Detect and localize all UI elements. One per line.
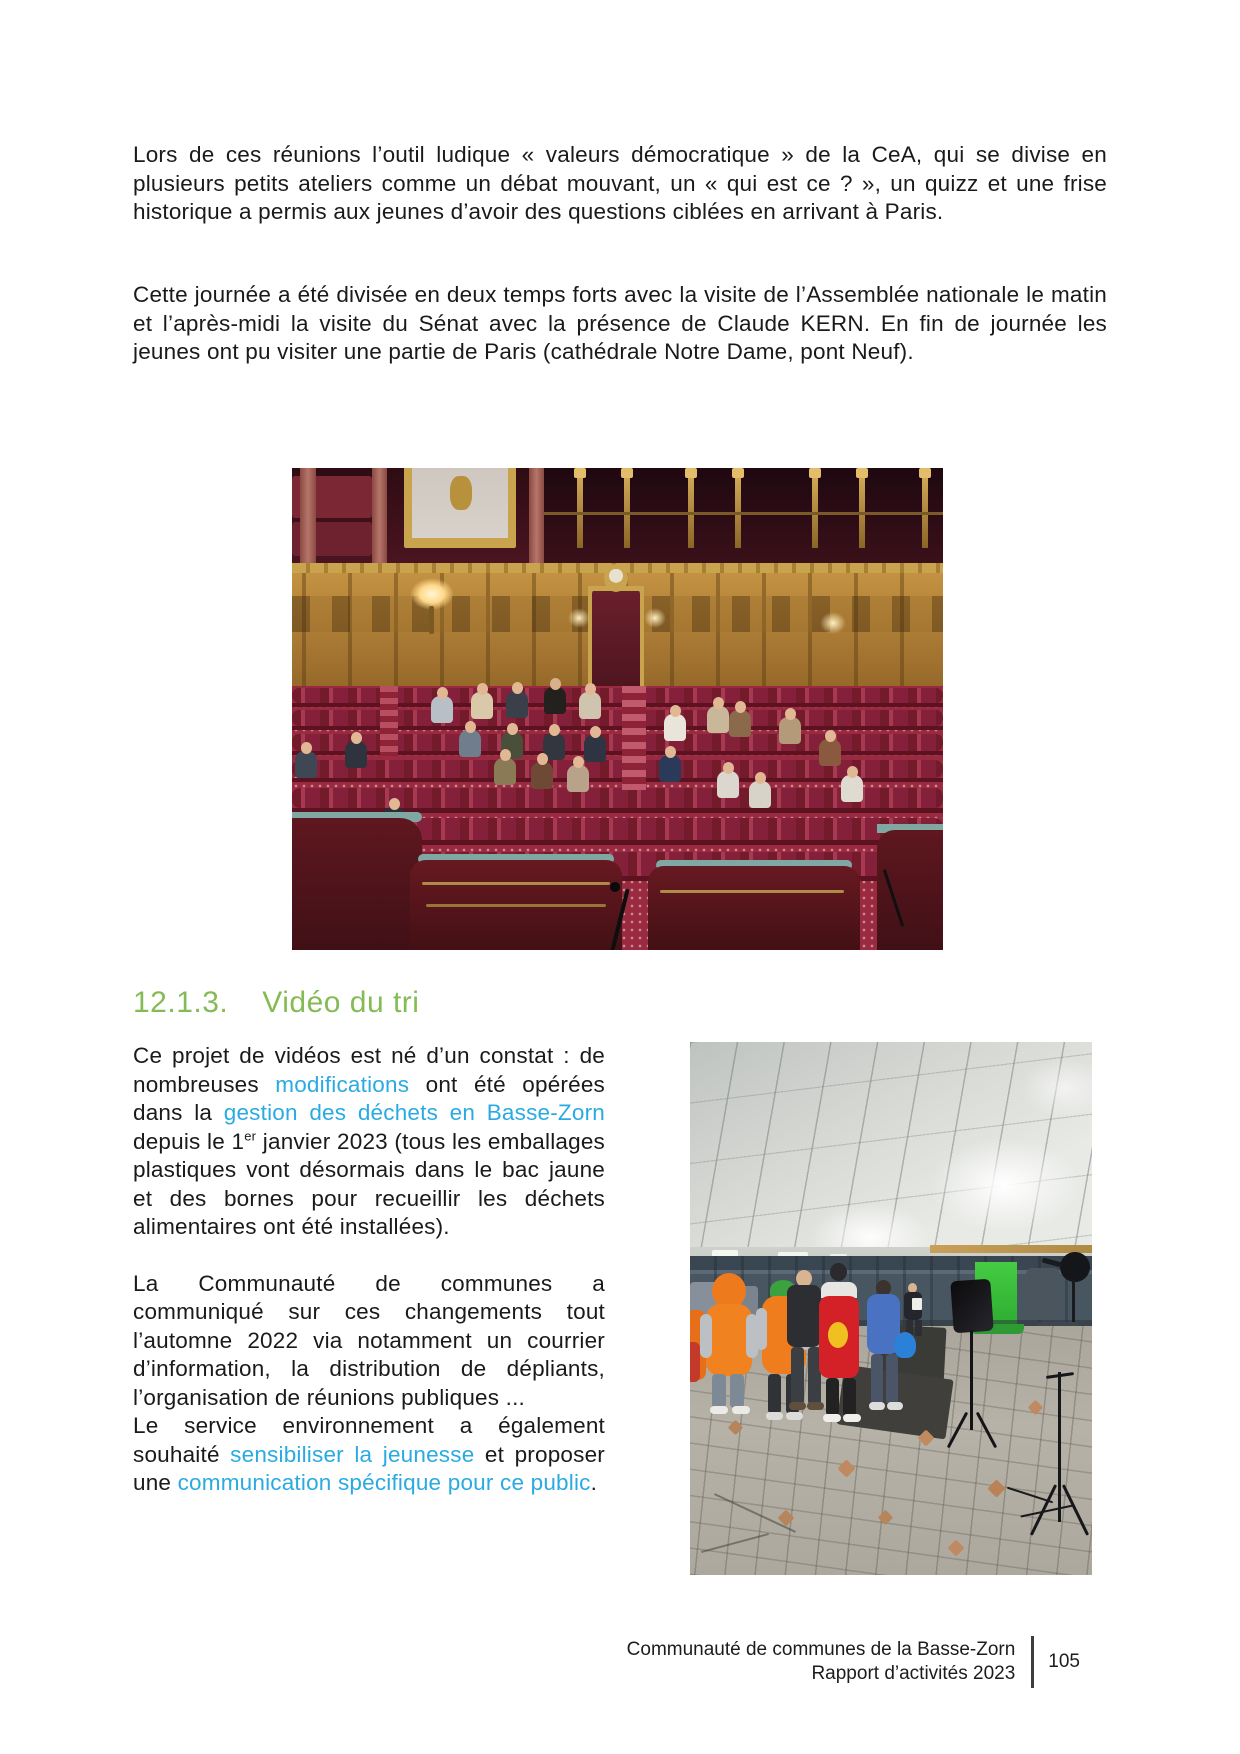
section-title: Vidéo du tri — [262, 986, 420, 1019]
footer-text — [627, 1638, 1016, 1686]
superscript-er: er — [244, 1128, 257, 1143]
senate-chamber-photo — [292, 468, 943, 950]
page-footer — [627, 1636, 1080, 1688]
footer-page-number: 105 — [1048, 1651, 1080, 1672]
highlight-gestion-dechets: gestion des déchets en Basse-Zorn — [223, 1100, 605, 1125]
two-column-section — [133, 1042, 1092, 1575]
section-paragraph-1: Ce projet de vidéos est né d’un constat : de nombreuses modifications ont été opérées dans la gestion des déchets en Basse-Zorn depuis le 1er janvier 2023 (tous les emballages plastiques vont désormais dans le bac jaune et des bornes pour recueillir les déchets alimentaires ont été installées). — [133, 1043, 605, 1239]
highlight-modifications: modifications — [275, 1071, 410, 1097]
intro-paragraph-1: Lors de ces réunions l’outil ludique « valeurs démocratique » de la CeA, qui se divise en plusieurs petits ateliers comme un débat mouvant, un « qui est ce ? », un quizz et une frise historique a permis aux jeunes d’avoir des questions ciblées en arrivant à Paris. — [133, 142, 1107, 224]
footer-org: Communauté de communes de la Basse-Zorn — [626, 1639, 1016, 1660]
footer-report: Rapport d’activités 2023 — [811, 1663, 1016, 1684]
green-screen-studio-photo — [690, 1042, 1092, 1575]
section-text-column — [133, 1042, 605, 1498]
section-heading — [133, 986, 419, 1020]
highlight-communication: communication spécifique pour ce public — [177, 1470, 591, 1495]
footer-divider — [1031, 1636, 1034, 1688]
section-number: 12.1.3. — [133, 986, 229, 1019]
section-paragraph-2: La Communauté de communes a communiqué sur ces changements tout l’automne 2022 via notamment un courrier d’information, la distribution de dépliants, l’organisation de réunions publiques ... Le service environnement a également souhaité sensibiliser la jeunesse et proposer une communication spécifique pour ce public. — [133, 1270, 605, 1495]
intro-paragraph-2: Cette journée a été divisée en deux temps forts avec la visite de l’Assemblée nationale le matin et l’après-midi la visite du Sénat avec la présence de Claude KERN. En fin de journée les jeunes ont pu visiter une partie de Paris (cathédrale Notre Dame, pont Neuf). — [133, 282, 1107, 364]
highlight-sensibiliser: sensibiliser la jeunesse — [230, 1441, 475, 1467]
